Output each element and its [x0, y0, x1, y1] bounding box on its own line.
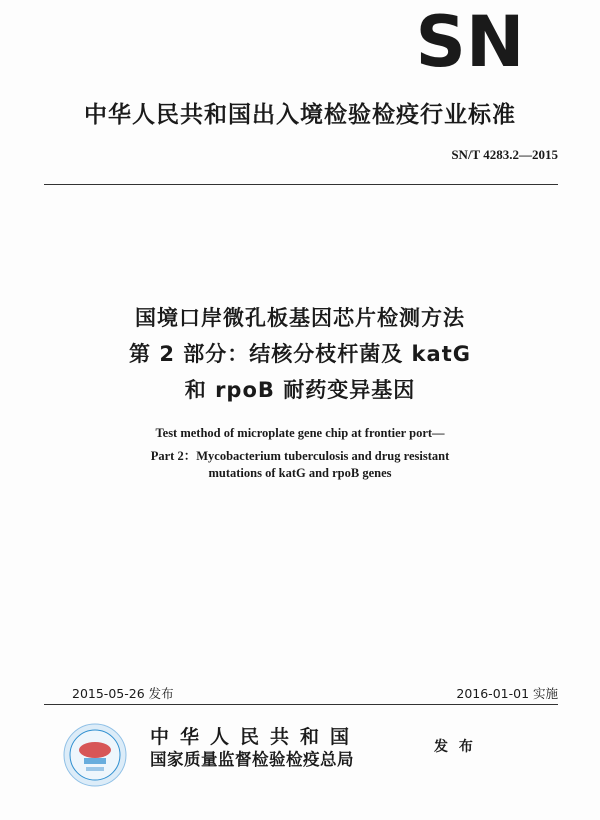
standard-category: 中华人民共和国出入境检验检疫行业标准	[84, 102, 516, 128]
anti-counterfeit-seal-icon	[62, 722, 128, 788]
implement-date: 2016-01-01 实施	[456, 686, 558, 701]
title-en-line1: Test method of microplate gene chip at frontier port—	[155, 426, 445, 440]
sn-logo	[412, 10, 528, 72]
issuer-agency: 国家质量监督检验检疫总局	[150, 750, 354, 769]
footer-divider	[44, 704, 558, 705]
issuer-country: 中华人民共和国	[150, 726, 361, 748]
publish-label: 发 布	[434, 739, 476, 755]
title-en-line3: mutations of katG and rpoB genes	[208, 466, 392, 480]
header-divider	[44, 184, 558, 185]
issue-date: 2015-05-26 发布	[72, 686, 174, 701]
title-en-line2: Part 2：Mycobacterium tuberculosis and drug resistant	[150, 449, 450, 463]
standard-number: SN/T 4283.2—2015	[451, 147, 558, 162]
title-cn-line2: 第 2 部分：结核分枝杆菌及 katG	[129, 342, 471, 366]
title-cn-line3: 和 rpoB 耐药变异基因	[184, 378, 416, 402]
title-cn-line1: 国境口岸微孔板基因芯片检测方法	[135, 306, 465, 330]
sn-logo-text: SN	[415, 10, 525, 72]
